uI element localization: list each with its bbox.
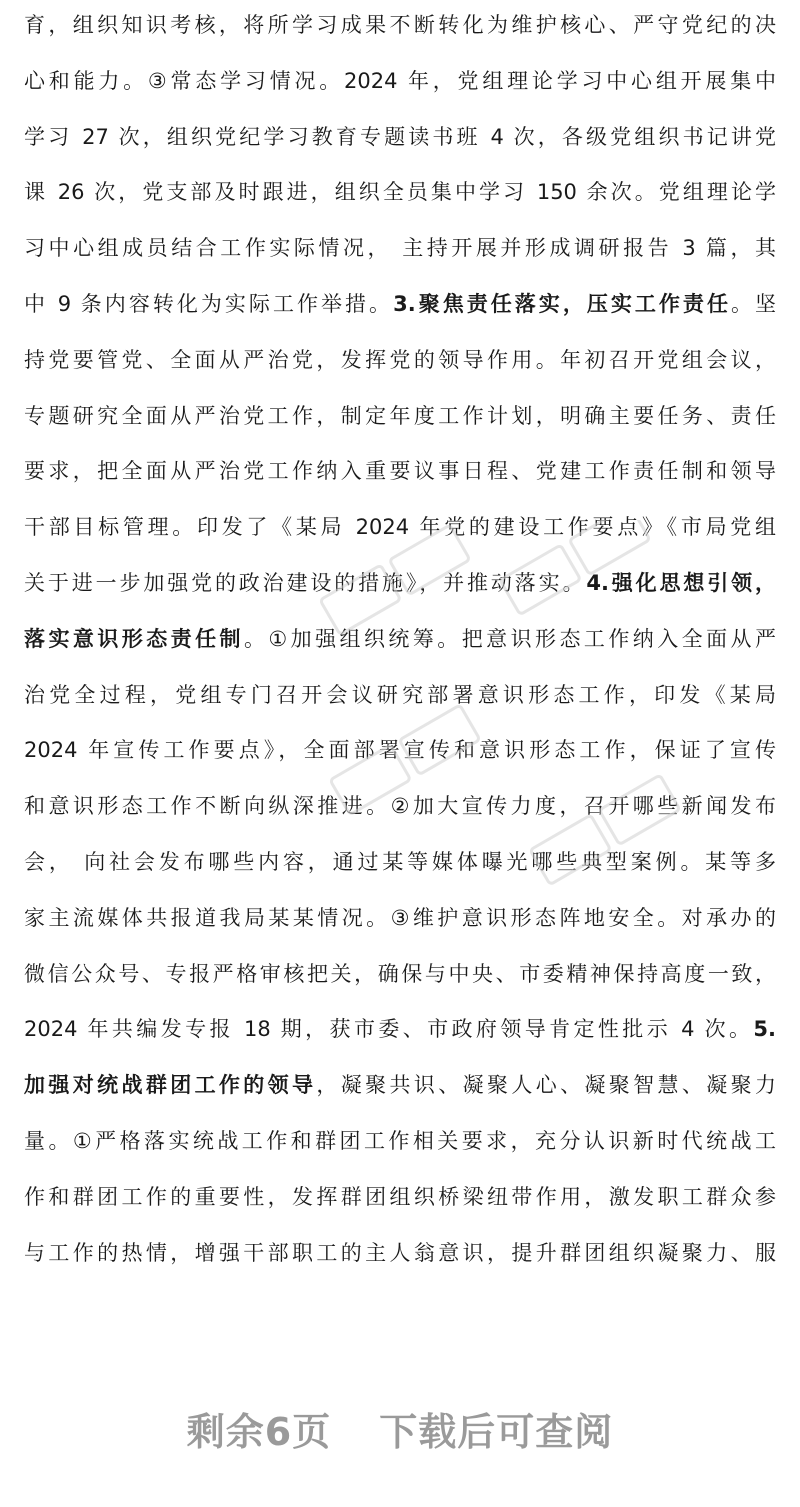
body-text: 干部目标管理。印发了《某局 2024 年党的建设工作要点》《市局党组 — [24, 515, 776, 540]
text-line — [24, 451, 776, 491]
body-text: 习中心组成员结合工作实际情况， 主持开展并形成调研报告 3 篇，其 — [24, 236, 776, 261]
text-line — [24, 5, 776, 45]
bold-heading-text: 4.强化思想引领， — [586, 571, 777, 595]
text-line — [24, 1177, 776, 1217]
body-text: 量。①严格落实统战工作和群团工作相关要求，充分认识新时代统战工 — [24, 1129, 776, 1153]
text-line — [24, 786, 776, 826]
text-line — [24, 898, 776, 938]
body-text: 作和群团工作的重要性，发挥群团组织桥梁纽带作用，激发职工群众参 — [24, 1184, 776, 1209]
text-line — [24, 172, 776, 212]
remaining-pages-notice — [0, 1400, 800, 1464]
body-text: 和意识形态工作不断向纵深推进。②加大宣传力度，召开哪些新闻发布 — [24, 794, 776, 819]
download-hint-label: 下载后可查阅 — [379, 1410, 614, 1454]
text-line — [24, 396, 776, 436]
text-line — [24, 1121, 776, 1161]
text-line — [24, 563, 776, 603]
bold-heading-text: 3.聚焦责任落实，压实工作责任 — [393, 292, 731, 316]
body-text: 与工作的热情，增强干部职工的主人翁意识，提升群团组织凝聚力、服 — [24, 1240, 776, 1265]
body-text: 专题研究全面从严治党工作，制定年度工作计划，明确主要任务、责任 — [24, 403, 776, 428]
body-text: 心和能力。③常态学习情况。2024 年，党组理论学习中心组开展集中 — [24, 68, 776, 93]
text-line — [24, 61, 776, 101]
bold-heading-text: 落实意识形态责任制 — [24, 626, 244, 651]
body-text: 课 26 次，党支部及时跟进，组织全员集中学习 150 余次。党组理论学 — [24, 180, 776, 205]
body-text: 2024 年共编发专报 18 期，获市委、市政府领导肯定性批示 4 次。 — [24, 1017, 754, 1042]
text-line — [24, 228, 776, 268]
body-text: 。①加强组织统筹。把意识形态工作纳入全面从严 — [243, 626, 776, 651]
body-text: 学习 27 次，组织党纪学习教育专题读书班 4 次，各级党组织书记讲党 — [24, 124, 776, 149]
text-line — [24, 675, 776, 715]
body-text: 治党全过程，党组专门召开会议研究部署意识形态工作，印发《某局 — [24, 682, 776, 707]
text-line — [24, 619, 776, 659]
remaining-pages-label: 剩余6页 — [186, 1410, 332, 1454]
text-line — [24, 1009, 776, 1049]
text-line — [24, 730, 776, 770]
text-line — [24, 842, 776, 882]
text-line — [24, 1233, 776, 1273]
body-text: 。坚 — [730, 292, 777, 316]
text-line — [24, 954, 776, 994]
body-text: 要求，把全面从严治党工作纳入重要议事日程、党建工作责任制和领导 — [24, 459, 776, 484]
body-text: 育，组织知识考核，将所学习成果不断转化为维护核心、严守党纪的决 — [24, 13, 776, 37]
body-text: 中 9 条内容转化为实际工作举措。 — [24, 292, 394, 316]
body-text: 会， 向社会发布哪些内容，通过某等媒体曝光哪些典型案例。某等多 — [24, 850, 776, 874]
text-line — [24, 117, 776, 157]
body-text: 持党要管党、全面从严治党，发挥党的领导作用。年初召开党组会议， — [24, 347, 776, 372]
text-line — [24, 1065, 776, 1105]
text-line — [24, 507, 776, 547]
text-line — [24, 284, 776, 324]
bold-heading-text: 5. — [753, 1017, 776, 1042]
body-text: ，凝聚共识、凝聚人心、凝聚智慧、凝聚力 — [316, 1073, 777, 1098]
body-text: 关于进一步加强党的政治建设的措施》，并推动落实。 — [24, 571, 587, 595]
bold-heading-text: 加强对统战群团工作的领导 — [24, 1073, 317, 1098]
body-text: 2024 年宣传工作要点》，全面部署宣传和意识形态工作，保证了宣传 — [24, 738, 776, 763]
body-text: 家主流媒体共报道我局某某情况。③维护意识形态阵地安全。对承办的 — [24, 905, 776, 930]
text-line — [24, 340, 776, 380]
body-text: 微信公众号、专报严格审核把关，确保与中央、市委精神保持高度一致， — [24, 961, 776, 986]
